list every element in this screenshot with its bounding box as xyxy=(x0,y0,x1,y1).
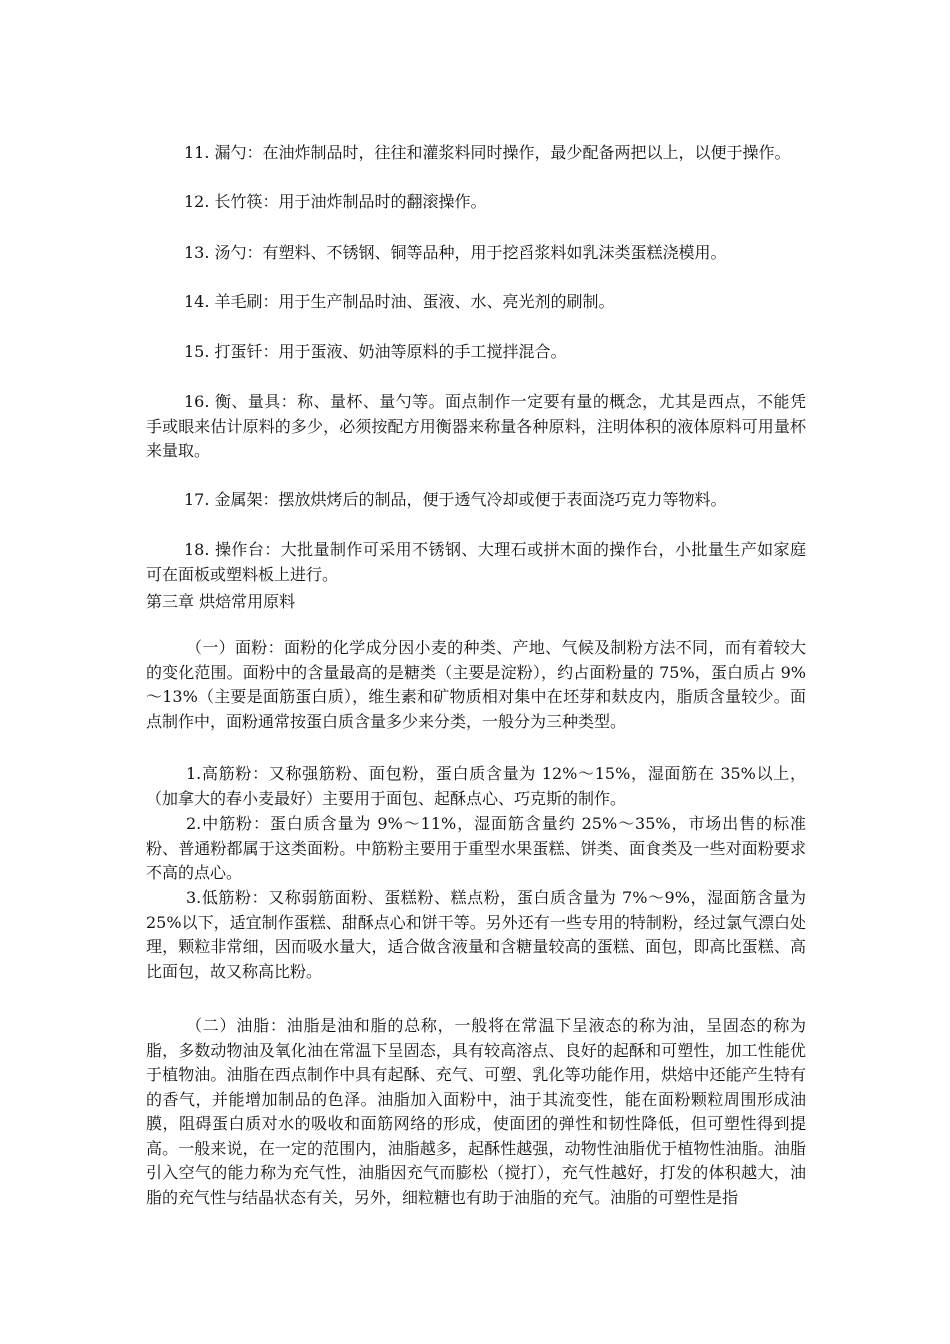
item-15: 15. 打蛋钎：用于蛋液、奶油等原料的手工搅拌混合。 xyxy=(184,342,567,361)
item-16: 16. 衡、量具：称、量杯、量勺等。面点制作一定要有量的概念，尤其是西点，不能凭手或眼来估计原料的多少，必须按配方用衡器来称量各种原料，注明体积的液体原料可用量杯来量取。 xyxy=(146,392,806,460)
item-17: 17. 金属架：摆放烘烤后的制品，便于透气冷却或便于表面浇巧克力等物料。 xyxy=(184,490,727,509)
chapter-title: 第三章 烘焙常用原料 xyxy=(146,592,296,611)
item-18: 18. 操作台：大批量制作可采用不锈钢、大理石或拼木面的操作台，小批量生产如家庭可在面板或塑料板上进行。 xyxy=(146,540,806,584)
item-13: 13. 汤勺：有塑料、不锈钢、铜等品种，用于挖舀浆料如乳沫类蛋糕浇模用。 xyxy=(184,243,727,262)
flour-type-medium: 2.中筋粉：蛋白质含量为 9%～11%，湿面筋含量约 25%～35%，市场出售的标准粉、普通粉都属于这类面粉。中筋粉主要用于重型水果蛋糕、饼类、面食类及一些对面粉要求不高的点心。 xyxy=(146,814,806,882)
flour-type-low: 3.低筋粉：又称弱筋面粉、蛋糕粉、糕点粉，蛋白质含量为 7%～9%，湿面筋含量为 25%以下，适宜制作蛋糕、甜酥点心和饼干等。另外还有一些专用的特制粉，经过氯气漂白处理，颗粒非常细，因而吸水量大，适合做含液量和含糖量较高的蛋糕、面包，即高比蛋糕、高比面包，故又称高比粉。 xyxy=(146,888,806,981)
flour-intro: （一）面粉：面粉的化学成分因小麦的种类、产地、气候及制粉方法不同，而有着较大的变化范围。面粉中的含量最高的是糖类（主要是淀粉），约占面粉量的 75%，蛋白质占 9%～13%（主要是面筋蛋白质），维生素和矿物质相对集中在坯芽和麸皮内，脂质含量较少。面点制作中，面粉通常按蛋白质含量多少来分类，一般分为三种类型。 xyxy=(146,638,806,731)
item-14: 14. 羊毛刷：用于生产制品时油、蛋液、水、亮光剂的刷制。 xyxy=(184,292,615,311)
item-11: 11. 漏勺：在油炸制品时，往往和灌浆料同时操作，最少配备两把以上，以便于操作。 xyxy=(184,143,791,162)
item-12: 12. 长竹筷：用于油炸制品时的翻滚操作。 xyxy=(184,192,487,211)
fat-section: （二）油脂：油脂是油和脂的总称，一般将在常温下呈液态的称为油，呈固态的称为脂，多数动物油及氧化油在常温下呈固态，具有较高溶点、良好的起酥和可塑性，加工性能优于植物油。油脂在西点制作中具有起酥、充气、可塑、乳化等功能作用，烘焙中还能产生特有的香气，并能增加制品的色泽。油脂加入面粉中，油于其流变性，能在面粉颗粒周围形成油膜，阻碍蛋白质对水的吸收和面筋网络的形成，使面团的弹性和韧性降低，但可塑性得到提高。一般来说，在一定的范围内，油脂越多，起酥性越强，动物性油脂优于植物性油脂。油脂引入空气的能力称为充气性，油脂因充气而膨松（搅打），充气性越好，打发的体积越大，油脂的充气性与结晶状态有关，另外，细粒糖也有助于油脂的充气。油脂的可塑性是指 xyxy=(146,1016,806,1207)
flour-type-high: 1.高筋粉：又称强筋粉、面包粉，蛋白质含量为 12%～15%，湿面筋在 35%以上，（加拿大的春小麦最好）主要用于面包、起酥点心、巧克斯的制作。 xyxy=(146,764,806,808)
